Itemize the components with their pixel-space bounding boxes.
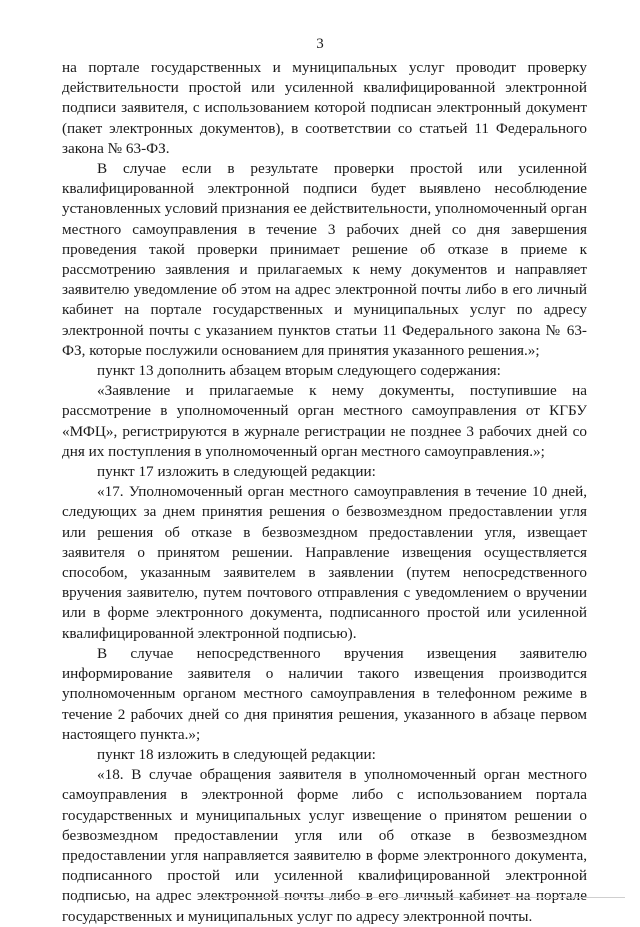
paragraph-amend-point-18: пункт 18 изложить в следующей редакции: — [97, 745, 376, 763]
paragraph-point-13-text: «Заявление и прилагаемые к нему документы, поступившие на рассмотрение в уполномоченный орган местного самоуправления от КГБУ «МФЦ», регистрируются в журнале регистрации не позднее 3 рабочих дней со дня их поступления в уполномоченный орган местного самоуправления.»; — [62, 382, 587, 460]
paragraph-continuation: на портале государственных и муниципальных услуг проводит проверку действительности простой или усиленной квалифицированной электронной подписи заявителя, с использованием которой подписан электронный документ (пакет электронных документов), в соответствии со статьей 11 Федерального закона № 63-ФЗ. — [62, 59, 587, 157]
paragraph-signature-check-failure: В случае если в результате проверки простой или усиленной квалифицированной электронной подписи будет выявлено несоблюдение установленных условий признания ее действительности, уполномоченный орган местного самоуправления в течение 3 рабочих дней со дня завершения проведения такой проверки принимает решение об отказе в приеме к рассмотрению заявления и прилагаемых к нему документов и направляет заявителю уведомление об этом на адрес электронной почты либо в его личный кабинет на портале государственных и муниципальных услуг по адресу электронной почты с указанием пунктов статьи 11 Федерального закона № 63-ФЗ, которые послужили основанием для принятия указанного решения.»; — [62, 160, 587, 359]
paragraph-amend-point-13: пункт 13 дополнить абзацем вторым следующего содержания: — [97, 362, 501, 380]
document-body — [62, 58, 587, 927]
scan-edge-line — [205, 897, 625, 898]
paragraph-point-17-delivery: В случае непосредственного вручения извещения заявителю информирование заявителя о наличии такого извещения производится уполномоченным органом местного самоуправления в телефонном режиме в течение 2 рабочих дней со дня принятия решения, указанного в абзаце первом настоящего пункта.»; — [62, 644, 587, 743]
paragraph-point-18-text: «18. В случае обращения заявителя в уполномоченный орган местного самоуправления в электронной форме либо с использованием портала государственных и муниципальных услуг извещение о принятом решении о безвозмездном предоставлении угля или об отказе в безвозмездном предоставлении угля направляется заявителю в форме электронного документа, подписанного простой или усиленной квалифицированной электронной подписью, на адрес электронной почты либо в его личный кабинет на портале государственных и муниципальных услуг по адресу электронной почты. — [62, 766, 587, 925]
page-number: 3 — [316, 36, 324, 52]
paragraph-point-17-text: «17. Уполномоченный орган местного самоуправления в течение 10 дней, следующих за днем принятия решения о безвозмездном предоставлении угля или решения об отказе в безвозмездном предоставлении угля, извещает заявителя о принятом решении. Направление извещения осуществляется способом, указанным заявителем в заявлении (путем непосредственного вручения заявителю, путем почтового отправления с уведомлением о вручении или в форме электронного документа, подписанного простой или усиленной квалифицированной электронной подписью). — [62, 483, 587, 642]
paragraph-amend-point-17: пункт 17 изложить в следующей редакции: — [97, 463, 376, 481]
